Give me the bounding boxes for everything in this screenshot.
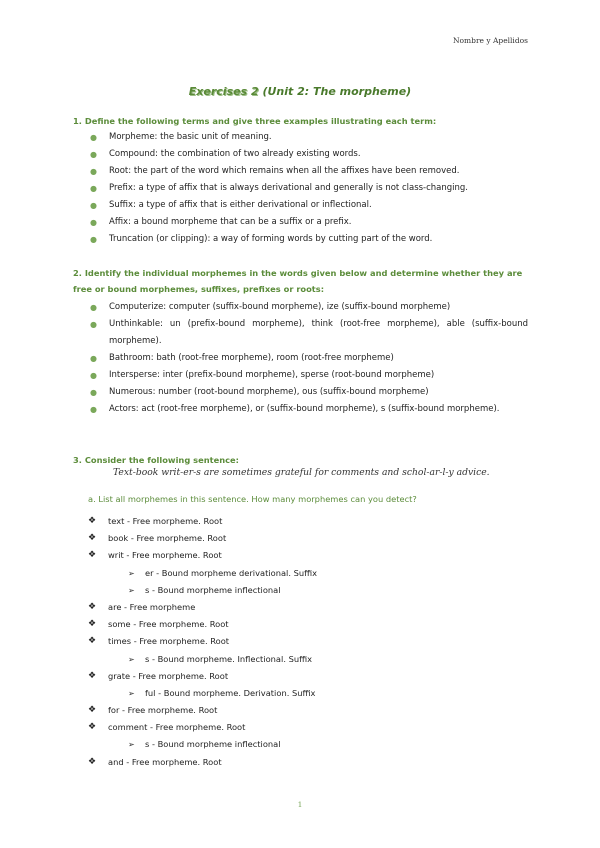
question-1-list [90, 129, 528, 248]
page-title [0, 85, 600, 98]
question-2-list [90, 299, 528, 418]
sub-list-item [88, 582, 508, 599]
bullet-icon: ● [90, 388, 97, 397]
morpheme-text: s - Bound morpheme inflectional [145, 584, 281, 595]
morpheme-text: text - Free morpheme. Root [108, 516, 223, 526]
morpheme-text: s - Bound morpheme inflectional [145, 739, 281, 750]
header-author: Nombre y Apellidos [452, 36, 528, 45]
list-item: ● Root: the part of the word which remains when all the affixes have been removed. [90, 163, 528, 180]
bullet-icon: ● [90, 371, 97, 380]
list-item: ● Numerous: number (root-bound morpheme), ous (suffix-bound morpheme) [90, 384, 528, 401]
diamond-bullet-icon: ❖ [88, 619, 97, 630]
bullet-icon: ● [90, 167, 97, 176]
morpheme-text: ful - Bound morpheme. Derivation. Suffix [145, 687, 316, 698]
list-item [88, 719, 508, 736]
list-item [88, 668, 508, 685]
diamond-bullet-icon: ❖ [88, 516, 97, 526]
sub-list-item [88, 651, 508, 668]
morpheme-text: er - Bound morpheme derivational. Suffix [145, 567, 318, 578]
list-item [88, 633, 508, 650]
list-item: ● Computerize: computer (suffix-bound morpheme), ize (suffix-bound morpheme) [90, 299, 528, 316]
list-item: ● Intersperse: inter (prefix-bound morpheme), sperse (root-bound morpheme) [90, 367, 528, 384]
example-sentence: Text-book writ-er-s are sometimes grateful for comments and schol-ar-l-y advice. [113, 467, 490, 478]
list-item: ● Morpheme: the basic unit of meaning. [90, 129, 528, 146]
sub-list-item [88, 736, 508, 753]
morpheme-text: and - Free morpheme. Root [108, 756, 222, 767]
list-item: ● Prefix: a type of affix that is always derivational and generally is not class-changing. [90, 180, 528, 197]
question-1-heading: 1. Define the following terms and give three examples illustrating each term: [73, 116, 437, 126]
diamond-bullet-icon: ❖ [88, 670, 97, 681]
question-2-heading: 2. Identify the individual morphemes in the words given below and determine whether they are free or bound morphemes, suffixes, prefixes or roots: [73, 268, 523, 294]
bullet-icon: ● [90, 235, 97, 244]
title-main: Exercises 2 [188, 85, 259, 98]
list-item: ● Suffix: a type of affix that is either derivational or inflectional. [90, 197, 528, 214]
morpheme-text: are - Free morpheme [108, 601, 196, 612]
morpheme-list [88, 513, 508, 771]
arrow-bullet-icon: ➢ [128, 568, 135, 578]
bullet-icon: ● [90, 405, 97, 414]
list-item [88, 513, 508, 530]
list-item [88, 547, 508, 564]
sub-list-item [88, 565, 508, 582]
bullet-icon: ● [90, 133, 97, 142]
arrow-bullet-icon: ➢ [128, 740, 135, 750]
morpheme-text: some - Free morpheme. Root [108, 619, 229, 630]
list-item [88, 530, 508, 547]
bullet-icon: ● [90, 184, 97, 193]
morpheme-text: comment - Free morpheme. Root [108, 722, 246, 733]
question-3a-heading: a. List all morphemes in this sentence. How many morphemes can you detect? [88, 494, 417, 504]
question-3-heading: 3. Consider the following sentence: [73, 455, 240, 465]
arrow-bullet-icon: ➢ [128, 585, 135, 595]
diamond-bullet-icon: ❖ [88, 756, 97, 767]
diamond-bullet-icon: ❖ [88, 601, 97, 612]
arrow-bullet-icon: ➢ [128, 654, 135, 664]
bullet-icon: ● [90, 150, 97, 159]
bullet-icon: ● [90, 218, 97, 227]
diamond-bullet-icon: ❖ [88, 636, 97, 647]
list-item [88, 754, 508, 771]
title-sub: (Unit 2: The morpheme) [262, 85, 412, 98]
diamond-bullet-icon: ❖ [88, 705, 97, 716]
bullet-icon: ● [90, 320, 97, 329]
list-item: ● Actors: act (root-free morpheme), or (suffix-bound morpheme), s (suffix-bound morpheme). [90, 401, 528, 418]
list-item [88, 702, 508, 719]
morpheme-text: writ - Free morpheme. Root [108, 550, 222, 561]
list-item: ● Affix: a bound morpheme that can be a suffix or a prefix. [90, 214, 528, 231]
arrow-bullet-icon: ➢ [128, 688, 135, 698]
list-item [88, 599, 508, 616]
diamond-bullet-icon: ❖ [88, 550, 97, 561]
bullet-icon: ● [90, 303, 97, 312]
morpheme-text: for - Free morpheme. Root [108, 705, 218, 716]
morpheme-text: grate - Free morpheme. Root [108, 670, 229, 681]
bullet-icon: ● [90, 201, 97, 210]
sub-list-item [88, 685, 508, 702]
page-number: 1 [297, 800, 303, 809]
list-item: ● Compound: the combination of two already existing words. [90, 146, 528, 163]
bullet-icon: ● [90, 354, 97, 363]
list-item [88, 616, 508, 633]
morpheme-text: book - Free morpheme. Root [108, 533, 227, 544]
morpheme-text: s - Bound morpheme. Inflectional. Suffix [145, 653, 313, 664]
list-item: ● Truncation (or clipping): a way of forming words by cutting part of the word. [90, 231, 528, 248]
list-item: ● Bathroom: bath (root-free morpheme), room (root-free morpheme) [90, 350, 528, 367]
morpheme-text: times - Free morpheme. Root [108, 636, 230, 647]
list-item: ● Unthinkable: un (prefix-bound morpheme), think (root-free morpheme), able (suffix-bound morpheme). [90, 316, 528, 350]
diamond-bullet-icon: ❖ [88, 722, 97, 733]
diamond-bullet-icon: ❖ [88, 533, 97, 544]
